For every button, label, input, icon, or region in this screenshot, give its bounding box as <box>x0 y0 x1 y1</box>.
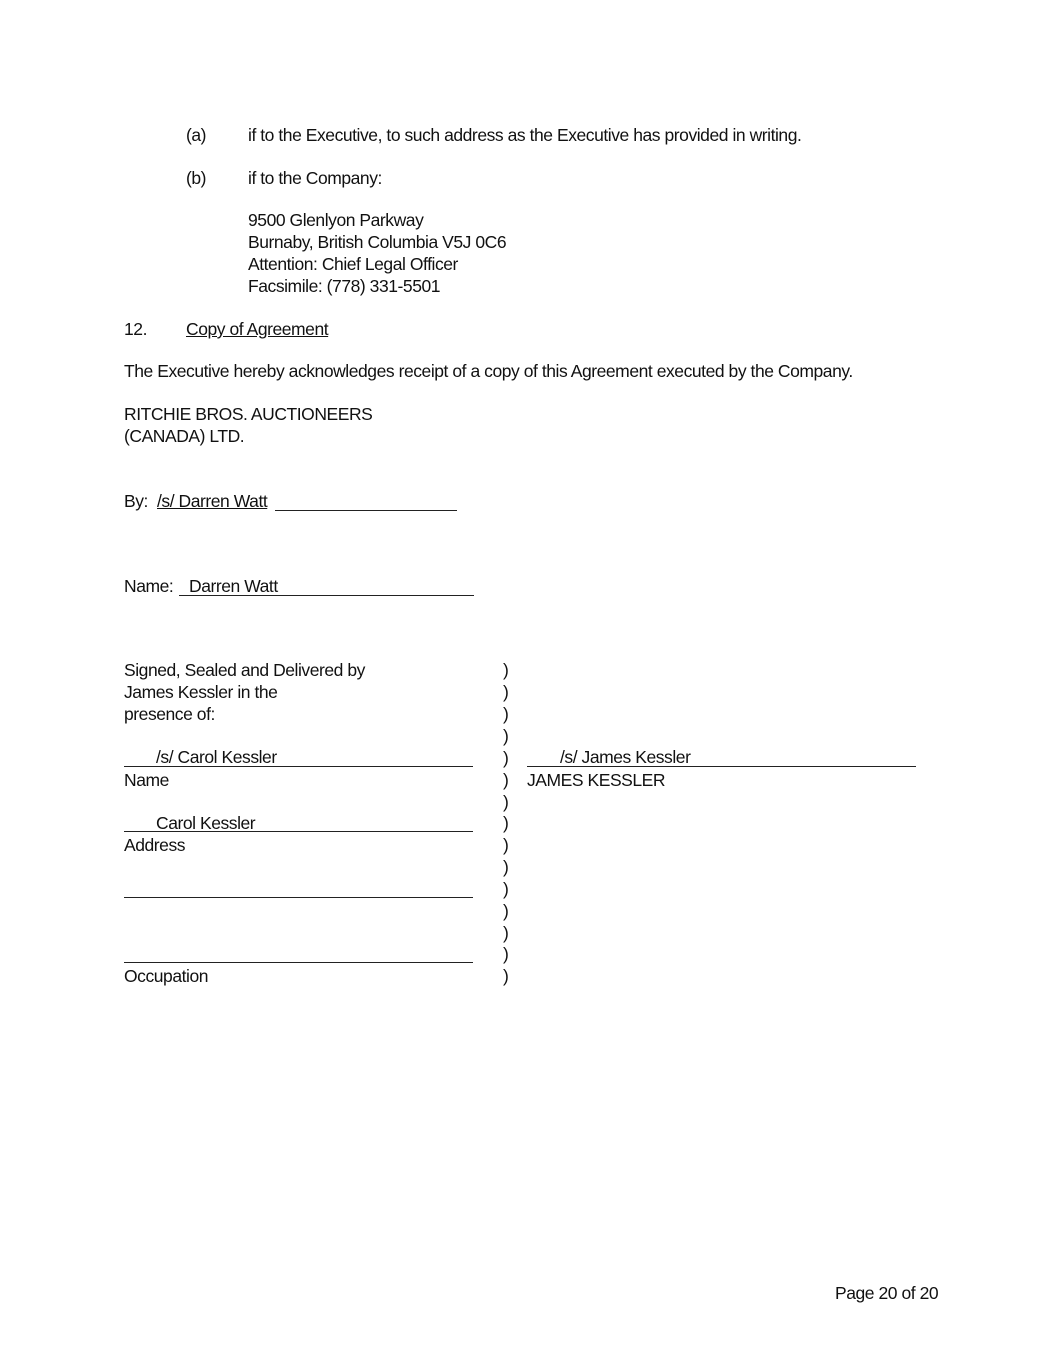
executive-signature-line <box>527 766 916 767</box>
occupation-label: Occupation <box>124 966 209 986</box>
paren: ) <box>503 660 509 680</box>
witness-name-label: Name <box>124 770 169 790</box>
address-label: Address <box>124 835 186 855</box>
paren: ) <box>503 944 509 964</box>
name-label: Name: <box>124 576 174 596</box>
paren: ) <box>503 704 509 724</box>
occupation-line <box>124 962 473 963</box>
name-value: Darren Watt <box>189 576 278 596</box>
section-12-body: The Executive hereby acknowledges receipt of a copy of this Agreement executed by the Company. <box>124 361 853 381</box>
address-line-3: Attention: Chief Legal Officer <box>248 254 458 274</box>
paren: ) <box>503 682 509 702</box>
page-number: Page 20 of 20 <box>835 1283 939 1303</box>
address-line-4: Facsimile: (778) 331-5501 <box>248 276 441 296</box>
paren: ) <box>503 813 509 833</box>
company-name-line-2: (CANADA) LTD. <box>124 426 245 446</box>
witness-signature-line <box>124 766 473 767</box>
executive-name: JAMES KESSLER <box>527 770 666 790</box>
item-b-label: (b) <box>186 168 207 188</box>
item-b-text: if to the Company: <box>248 168 382 188</box>
paren: ) <box>503 857 509 877</box>
witness-intro-line-1: Signed, Sealed and Delivered by <box>124 660 365 680</box>
paren: ) <box>503 966 509 986</box>
paren: ) <box>503 879 509 899</box>
paren: ) <box>503 923 509 943</box>
witness-signature: /s/ Carol Kessler <box>156 747 277 767</box>
executive-signature: /s/ James Kessler <box>560 747 691 767</box>
by-label: By: <box>124 491 148 511</box>
section-12-number: 12. <box>124 319 147 339</box>
item-a-label: (a) <box>186 125 207 145</box>
paren: ) <box>503 748 509 768</box>
by-signature-line <box>275 510 457 511</box>
witness-intro-line-3: presence of: <box>124 704 215 724</box>
witness-intro-line-2: James Kessler in the <box>124 682 278 702</box>
witness-name-line <box>124 831 473 832</box>
address-line-2: Burnaby, British Columbia V5J 0C6 <box>248 232 507 252</box>
item-a-text: if to the Executive, to such address as the Executive has provided in writing. <box>248 125 802 145</box>
paren: ) <box>503 835 509 855</box>
witness-name: Carol Kessler <box>156 813 256 833</box>
paren: ) <box>503 792 509 812</box>
company-name-line-1: RITCHIE BROS. AUCTIONEERS <box>124 404 373 424</box>
paren: ) <box>503 726 509 746</box>
by-signature: /s/ Darren Watt <box>157 491 268 511</box>
section-12-heading: Copy of Agreement <box>186 319 329 339</box>
address-line-1: 9500 Glenlyon Parkway <box>248 210 424 230</box>
paren: ) <box>503 770 509 790</box>
address-line <box>124 897 473 898</box>
paren: ) <box>503 901 509 921</box>
